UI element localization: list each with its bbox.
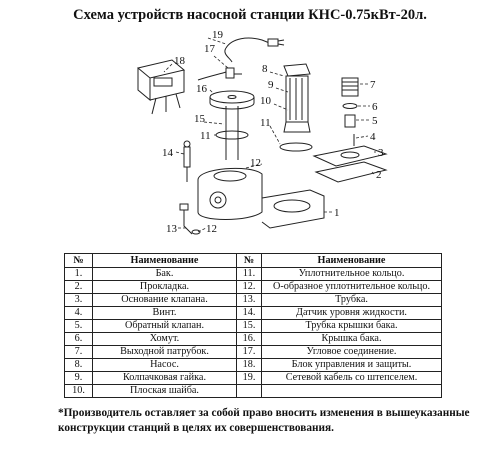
callout-15: 15 (194, 113, 205, 125)
table-header-row (65, 254, 442, 268)
column-header-name-left: Наименование (93, 254, 237, 268)
part-name: Колпачковая гайка. (93, 372, 237, 385)
control-box-icon (138, 60, 184, 114)
tank-icon (198, 168, 324, 228)
column-header-number-right: № (237, 254, 262, 268)
part-number: 13. (237, 294, 262, 307)
callout-12-top: 12 (250, 157, 261, 169)
callout-18: 18 (174, 55, 185, 67)
part-number: 16. (237, 333, 262, 346)
part-number: 8. (65, 359, 93, 372)
valve-base-icon (314, 146, 386, 166)
part-name: О-образное уплотнительное кольцо. (262, 281, 442, 294)
level-sensor-icon (184, 141, 190, 182)
part-number: 3. (65, 294, 93, 307)
check-valve-icon (345, 115, 355, 127)
part-number: 10. (65, 385, 93, 398)
callout-3: 3 (378, 147, 384, 159)
callout-8: 8 (262, 63, 268, 75)
page-title: Схема устройств насосной станции КНС-0.75кВт-20л. (73, 7, 427, 23)
exploded-view-diagram (0, 22, 500, 250)
table-row (65, 268, 442, 281)
part-name (262, 385, 442, 398)
part-name: Трубка. (262, 294, 442, 307)
part-name: Выходной патрубок. (93, 346, 237, 359)
table-row (65, 294, 442, 307)
part-name: Плоская шайба. (93, 385, 237, 398)
clamp-icon (343, 104, 357, 109)
callout-10: 10 (260, 95, 271, 107)
power-cable-icon (225, 38, 284, 62)
callout-14: 14 (162, 147, 173, 159)
part-number: 18. (237, 359, 262, 372)
tank-cover-icon (210, 91, 254, 109)
callout-1: 1 (334, 207, 340, 219)
column-header-number-left: № (65, 254, 93, 268)
callout-11-left: 11 (200, 130, 211, 142)
part-number: 1. (65, 268, 93, 281)
table-row (65, 346, 442, 359)
callout-11-right: 11 (260, 117, 271, 129)
callout-7: 7 (370, 79, 376, 91)
cover-pipe-icon (226, 106, 238, 160)
part-name: Бак. (93, 268, 237, 281)
part-number: 5. (65, 320, 93, 333)
part-number: 9. (65, 372, 93, 385)
part-name: Угловое соединение. (262, 346, 442, 359)
part-name: Насос. (93, 359, 237, 372)
callout-5: 5 (372, 115, 378, 127)
table-row (65, 333, 442, 346)
callout-13: 13 (166, 223, 177, 235)
column-header-name-right: Наименование (262, 254, 442, 268)
callout-12-bottom: 12 (206, 223, 217, 235)
part-name: Датчик уровня жидкости. (262, 307, 442, 320)
part-name: Блок управления и защиты. (262, 359, 442, 372)
callout-16: 16 (196, 83, 207, 95)
callout-2: 2 (376, 169, 382, 181)
table-row (65, 372, 442, 385)
callout-4: 4 (370, 131, 376, 143)
sealing-ring-icon (280, 143, 312, 151)
callout-17: 17 (204, 43, 215, 55)
part-name: Трубка крышки бака. (262, 320, 442, 333)
part-name: Основание клапана. (93, 294, 237, 307)
callout-6: 6 (372, 101, 378, 113)
part-number (237, 385, 262, 398)
part-number: 17. (237, 346, 262, 359)
part-number: 15. (237, 320, 262, 333)
manufacturer-note: *Производитель оставляет за собой право вносить изменения в вышеуказанные конструкции станций в целях их совершенствования. (58, 407, 470, 434)
part-number: 19. (237, 372, 262, 385)
callout-19: 19 (212, 29, 223, 41)
parts-table (64, 253, 442, 398)
part-number: 11. (237, 268, 262, 281)
pump-icon (284, 64, 310, 132)
outlet-pipe-icon (342, 78, 358, 96)
part-number: 2. (65, 281, 93, 294)
table-row (65, 281, 442, 294)
callout-9: 9 (268, 79, 274, 91)
table-row (65, 359, 442, 372)
part-name: Сетевой кабель со штепселем. (262, 372, 442, 385)
part-name: Хомут. (93, 333, 237, 346)
table-row (65, 307, 442, 320)
sealing-ring-icon (216, 131, 248, 139)
part-name: Винт. (93, 307, 237, 320)
part-number: 14. (237, 307, 262, 320)
tube-icon (180, 204, 192, 234)
part-number: 7. (65, 346, 93, 359)
part-name: Обратный клапан. (93, 320, 237, 333)
table-row (65, 385, 442, 398)
part-number: 12. (237, 281, 262, 294)
part-number: 4. (65, 307, 93, 320)
part-name: Крышка бака. (262, 333, 442, 346)
table-row (65, 320, 442, 333)
part-number: 6. (65, 333, 93, 346)
part-name: Прокладка. (93, 281, 237, 294)
part-name: Уплотнительное кольцо. (262, 268, 442, 281)
angle-connector-icon (198, 68, 242, 80)
